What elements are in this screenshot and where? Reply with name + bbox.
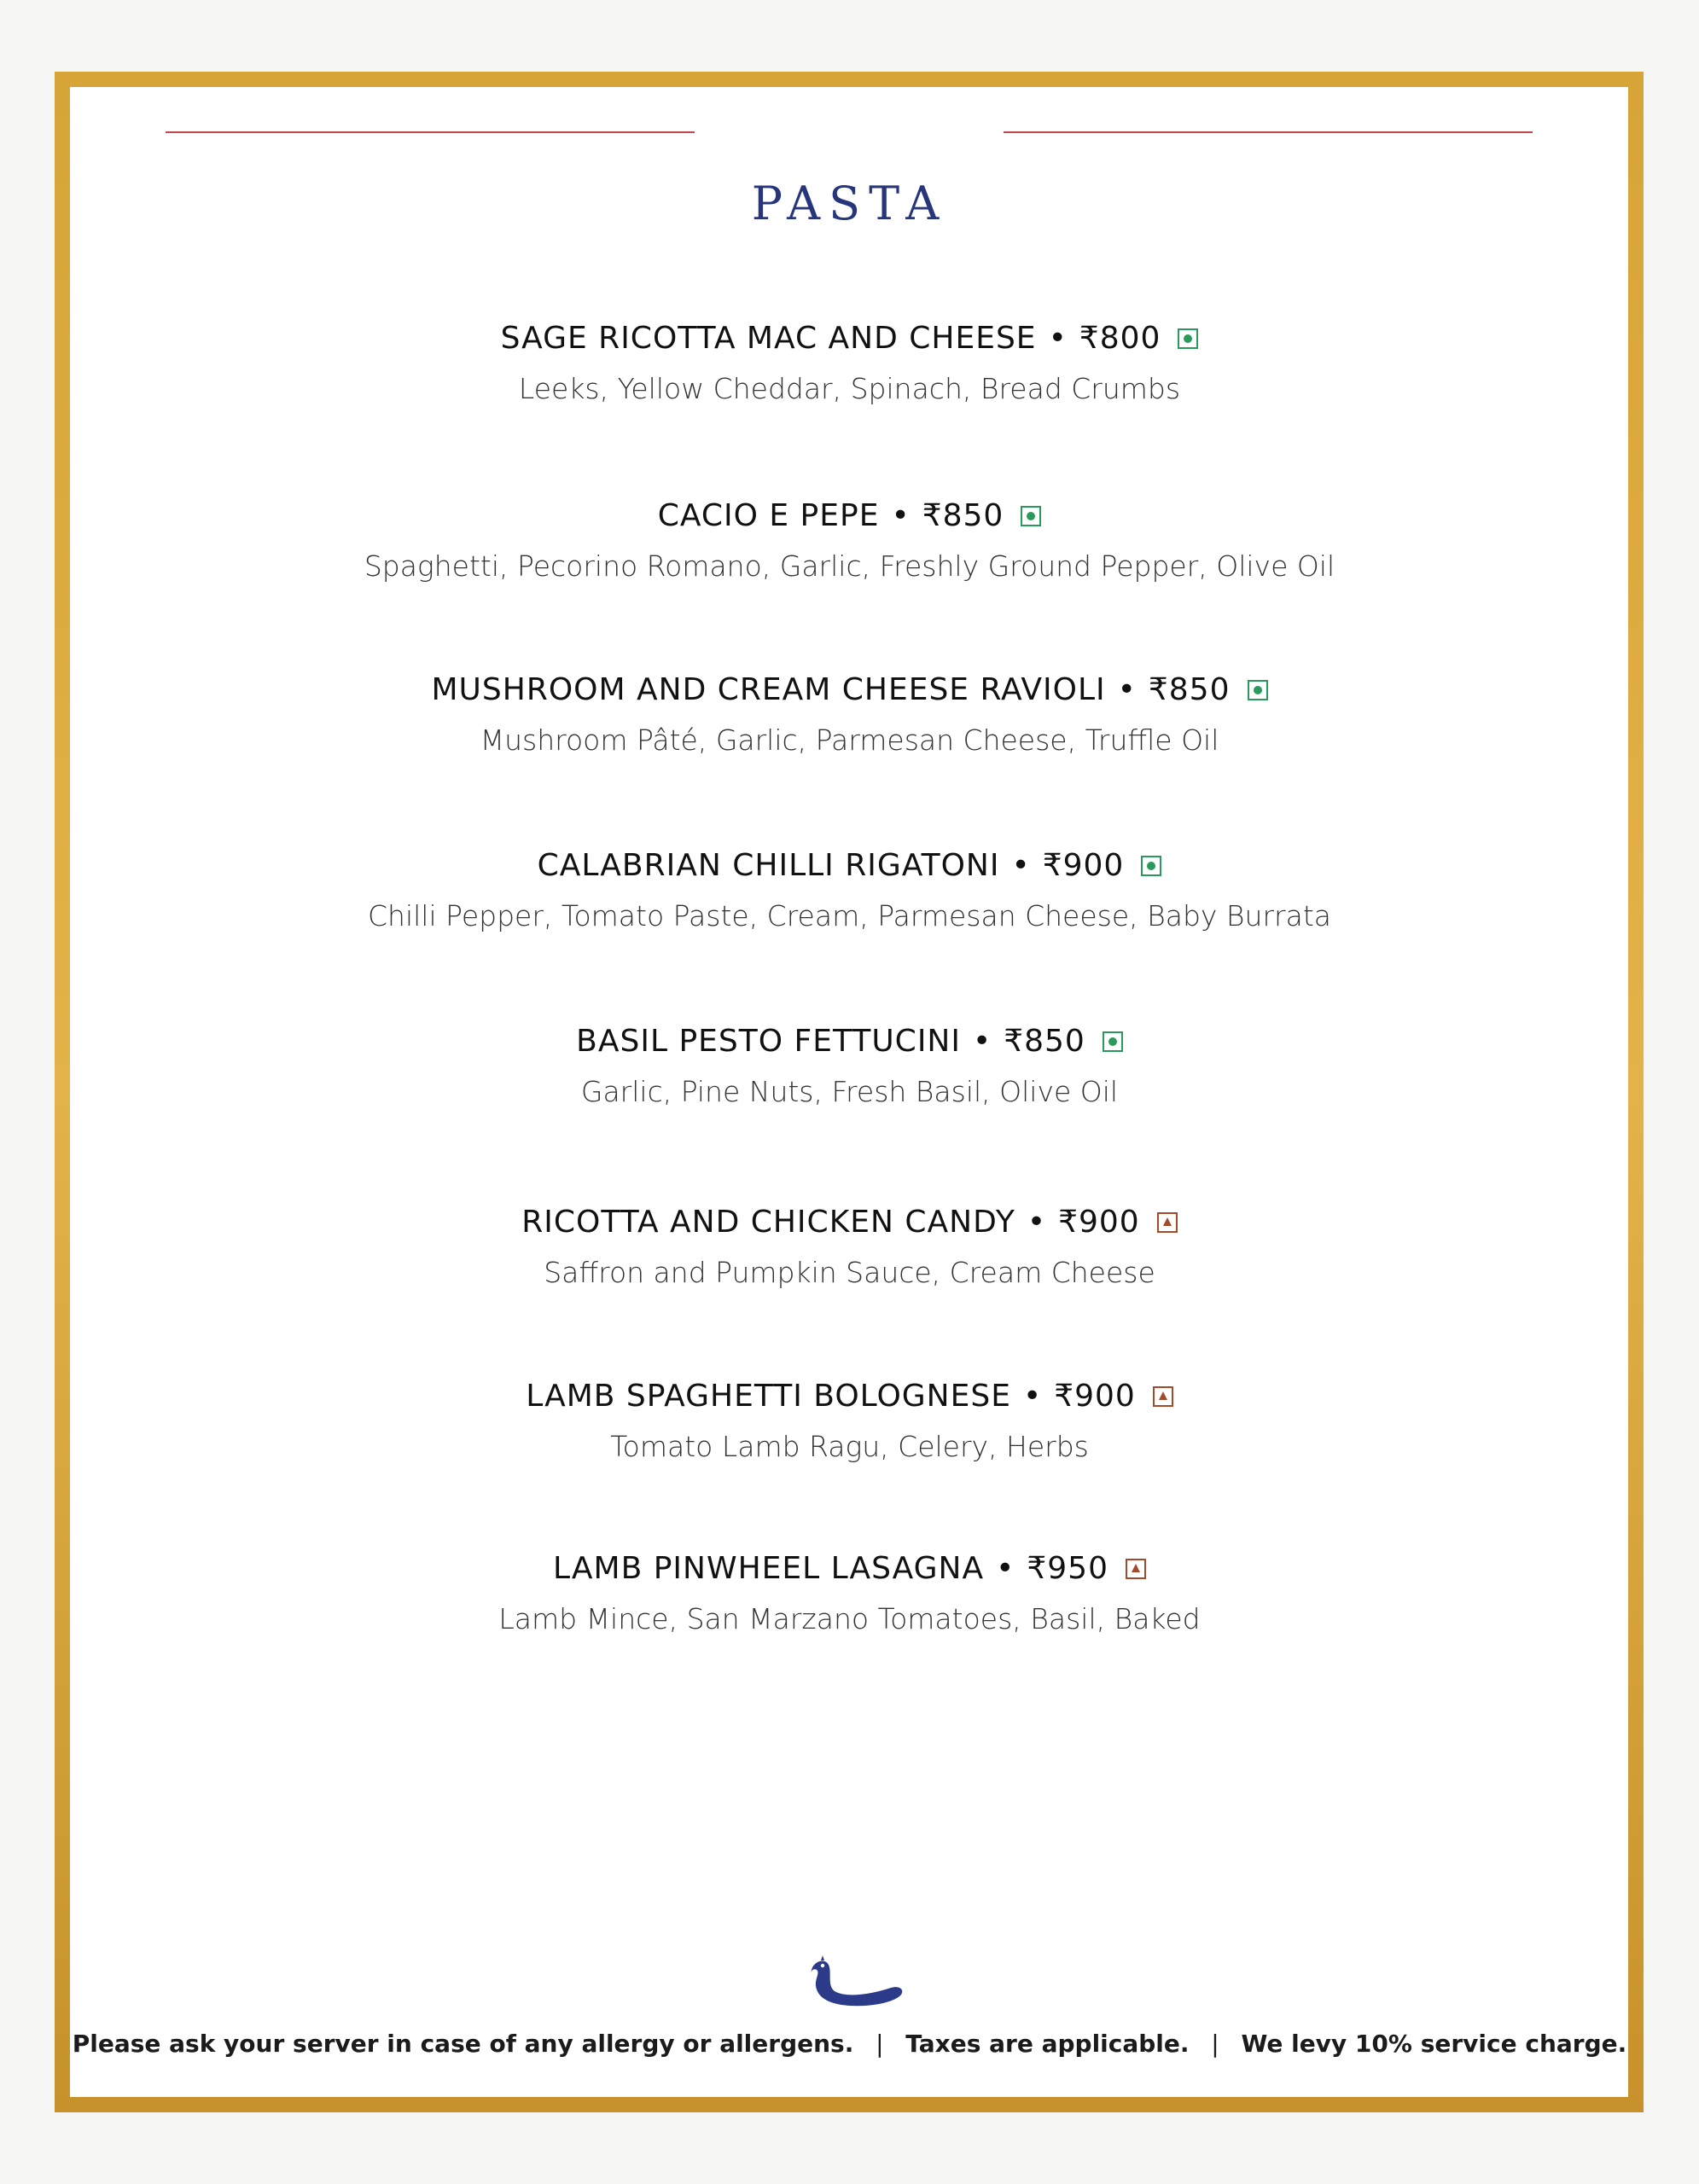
item-name: CALABRIAN CHILLI RIGATONI (537, 848, 1000, 883)
menu-item (0, 1375, 1699, 1467)
item-description: Garlic, Pine Nuts, Fresh Basil, Olive Oil (580, 1075, 1119, 1108)
item-price: ₹850 (1004, 1024, 1085, 1059)
item-name: MUSHROOM AND CREAM CHEESE RAVIOLI (431, 672, 1106, 707)
veg-mark-icon (1021, 506, 1041, 526)
item-description: Spaghetti, Pecorino Romano, Garlic, Freshly Ground Pepper, Olive Oil (364, 549, 1335, 583)
non-veg-mark-icon (1153, 1386, 1173, 1407)
heading-rule-right (1004, 131, 1533, 133)
item-separator: • (1048, 321, 1068, 356)
item-name: BASIL PESTO FETTUCINI (576, 1024, 961, 1059)
heading-rule-left (166, 131, 695, 133)
item-price: ₹950 (1027, 1551, 1108, 1586)
item-description: Tomato Lamb Ragu, Celery, Herbs (610, 1430, 1089, 1463)
item-price: ₹900 (1058, 1205, 1140, 1240)
veg-mark-icon (1248, 680, 1268, 700)
item-name: LAMB PINWHEEL LASAGNA (553, 1551, 985, 1586)
item-separator: • (891, 498, 911, 533)
item-description: Chilli Pepper, Tomato Paste, Cream, Parmesan Cheese, Baby Burrata (368, 899, 1331, 932)
item-separator: • (996, 1551, 1015, 1586)
item-separator: • (1011, 848, 1031, 883)
menu-item (0, 669, 1699, 761)
item-description: Saffron and Pumpkin Sauce, Cream Cheese (544, 1256, 1155, 1289)
veg-mark-icon (1141, 856, 1161, 876)
item-price: ₹850 (1148, 672, 1231, 707)
item-separator: • (1022, 1379, 1043, 1414)
service-charge-note: We levy 10% service charge. (1241, 2030, 1627, 2058)
item-description: Leeks, Yellow Cheddar, Spinach, Bread Crumbs (518, 372, 1181, 405)
non-veg-mark-icon (1157, 1212, 1178, 1233)
allergy-note: Please ask your server in case of any allergy or allergens. (72, 2030, 854, 2058)
item-price: ₹900 (1054, 1379, 1136, 1414)
item-price: ₹900 (1042, 848, 1125, 883)
item-price: ₹800 (1079, 321, 1161, 356)
page-title: PASTA (751, 177, 948, 230)
item-name: LAMB SPAGHETTI BOLOGNESE (526, 1379, 1011, 1414)
item-name: RICOTTA AND CHICKEN CANDY (521, 1205, 1015, 1240)
menu-item (0, 1020, 1699, 1112)
item-separator: • (1027, 1205, 1047, 1240)
footer-separator: | (1211, 2030, 1219, 2058)
peacock-logo-icon (802, 1954, 913, 2013)
item-description: Lamb Mince, San Marzano Tomatoes, Basil, Baked (498, 1602, 1201, 1635)
item-separator: • (972, 1024, 992, 1059)
menu-item (0, 495, 1699, 587)
item-separator: • (1117, 672, 1137, 707)
tax-note: Taxes are applicable. (905, 2030, 1190, 2058)
veg-mark-icon (1103, 1031, 1123, 1052)
menu-item (0, 317, 1699, 410)
item-description: Mushroom Pâté, Garlic, Parmesan Cheese, Truffle Oil (480, 723, 1219, 757)
veg-mark-icon (1178, 328, 1198, 349)
item-price: ₹850 (922, 498, 1004, 533)
footer-separator: | (876, 2030, 884, 2058)
menu-item (0, 1201, 1699, 1293)
non-veg-mark-icon (1126, 1559, 1146, 1579)
footer-notes (0, 2025, 1699, 2063)
menu-item (0, 845, 1699, 937)
menu-item (0, 1548, 1699, 1640)
item-name: SAGE RICOTTA MAC AND CHEESE (500, 321, 1037, 356)
item-name: CACIO E PEPE (657, 498, 880, 533)
